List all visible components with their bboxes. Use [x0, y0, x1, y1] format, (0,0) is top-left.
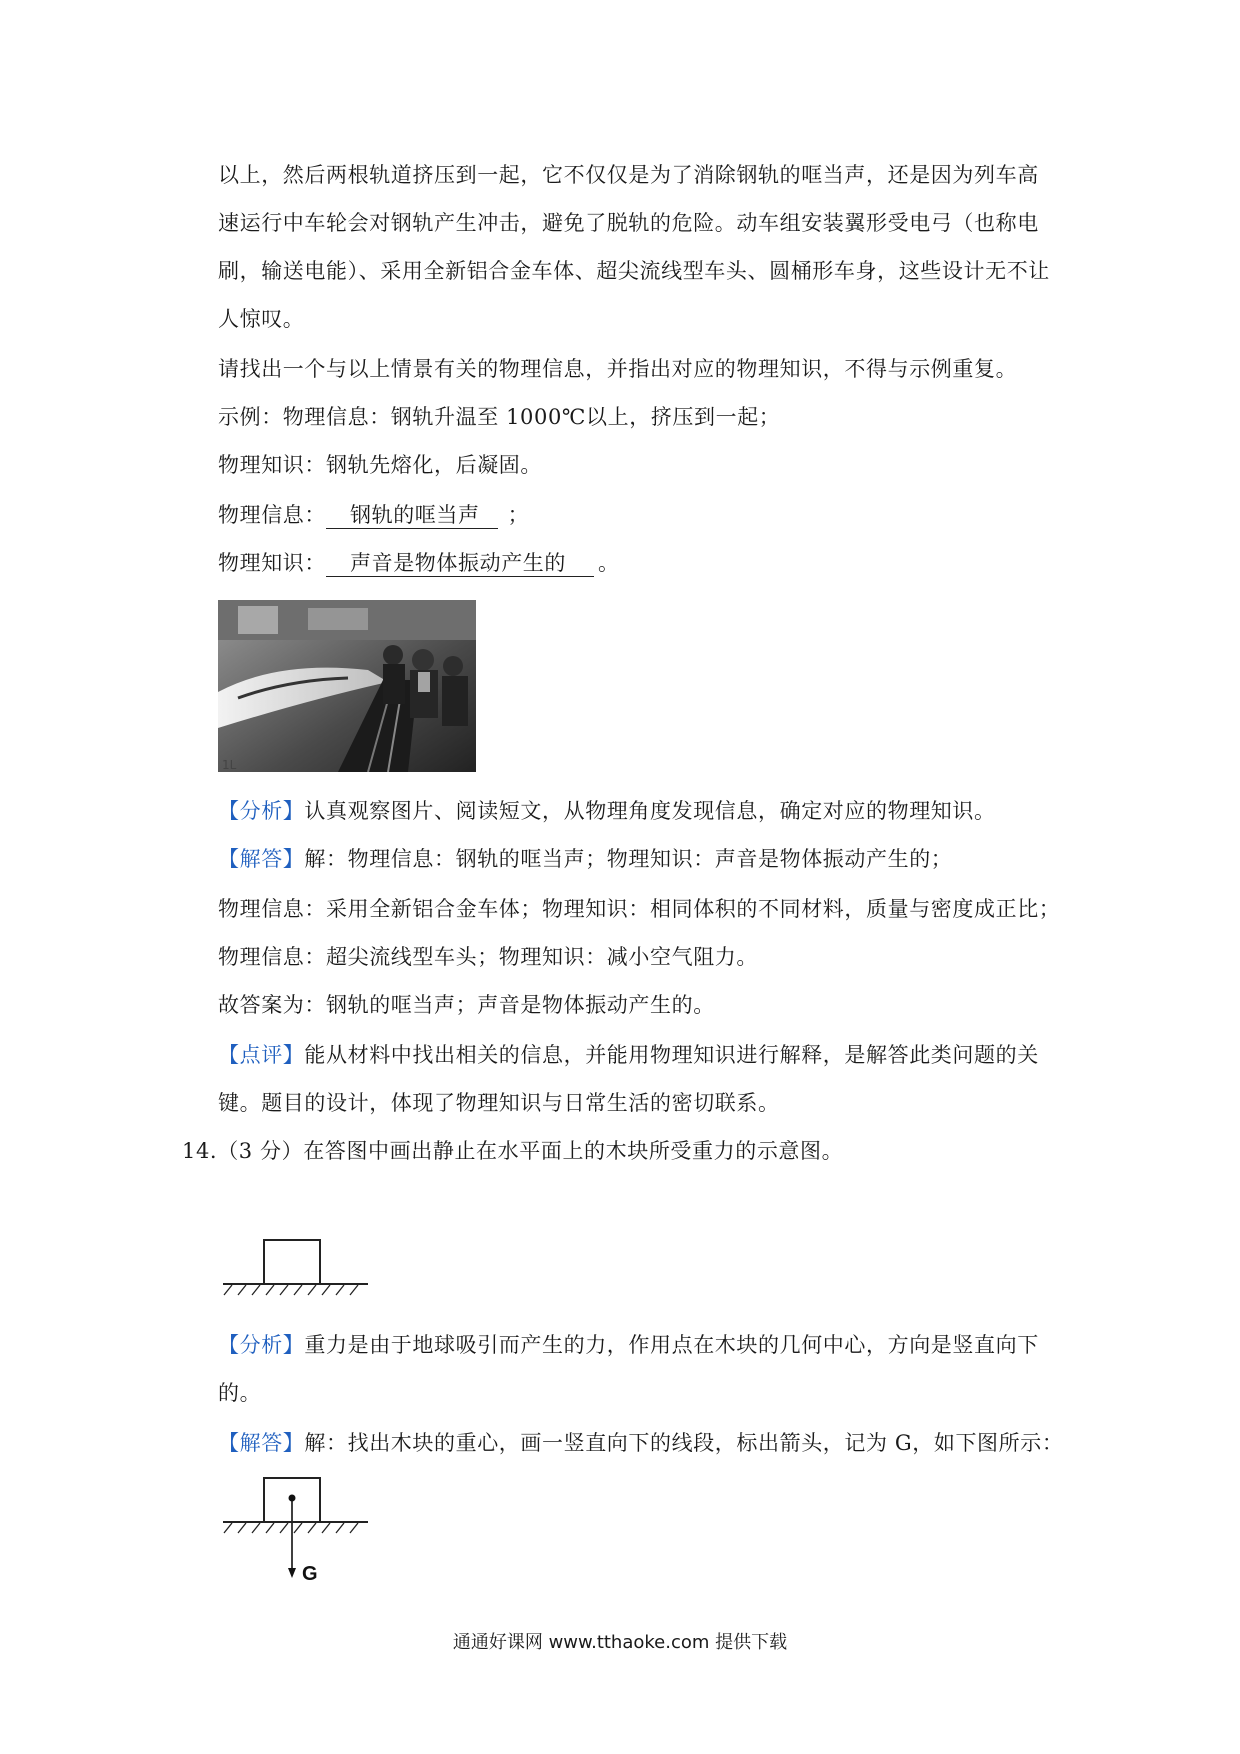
answer-knowledge-label: 物理知识：: [218, 551, 326, 575]
ground-hatching: [224, 1523, 358, 1533]
answer-knowledge-end: 。: [598, 551, 620, 575]
answer-tag: 【解答】: [218, 1431, 305, 1455]
question-number: 14.: [182, 1139, 218, 1163]
passage-line: 以上，然后两根轨道挤压到一起，它不仅仅是为了消除钢轨的哐当声，还是因为列车高: [218, 163, 1039, 187]
answer-info-blank: 钢轨的哐当声: [326, 502, 498, 529]
example-info: 示例：物理信息：钢轨升温至 1000℃以上，挤压到一起；: [218, 405, 781, 429]
answer-text: 解：找出木块的重心，画一竖直向下的线段，标出箭头，记为 G，如下图所示：: [304, 1431, 1064, 1455]
analysis-row: [218, 796, 996, 826]
analysis-text: 重力是由于地球吸引而产生的力，作用点在木块的几何中心，方向是竖直向下: [304, 1333, 1039, 1357]
answer-knowledge-blank: 声音是物体振动产生的: [326, 550, 594, 577]
answer-info-label: 物理信息：: [218, 503, 326, 527]
analysis-tag: 【分析】: [218, 799, 305, 823]
passage-line: 人惊叹。: [218, 307, 305, 331]
comment-row: [218, 1040, 1039, 1070]
answer-line: 故答案为：钢轨的哐当声；声音是物体振动产生的。: [218, 993, 715, 1017]
passage-line: 速运行中车轮会对钢轨产生冲击，避免了脱轨的危险。动车组安装翼形受电弓（也称电: [218, 211, 1039, 235]
answer-knowledge-row: [218, 548, 620, 578]
gravity-arrow-head: [288, 1568, 296, 1578]
answer-info-end: ；: [507, 503, 530, 527]
block-on-ground-diagram: [218, 1238, 368, 1298]
comment-text: 能从材料中找出相关的信息，并能用物理知识进行解释，是解答此类问题的关: [304, 1043, 1039, 1067]
answer-row: [218, 844, 952, 874]
q14-answer-row: [218, 1428, 1063, 1458]
answer-line: 物理信息：超尖流线型车头；物理知识：减小空气阻力。: [218, 945, 758, 969]
question-14-stem: [182, 1136, 843, 1166]
answer-line: 物理信息：采用全新铝合金车体；物理知识：相同体积的不同材料，质量与密度成正比；: [218, 897, 1061, 921]
question-text: （3 分）在答图中画出静止在水平面上的木块所受重力的示意图。: [217, 1139, 844, 1163]
analysis-line: 的。: [218, 1381, 262, 1405]
photo-caption: 1L: [222, 758, 237, 772]
comment-line: 键。题目的设计，体现了物理知识与日常生活的密切联系。: [218, 1091, 780, 1115]
comment-tag: 【点评】: [218, 1043, 305, 1067]
example-knowledge: 物理知识：钢轨先熔化，后凝固。: [218, 453, 542, 477]
train-photo: [218, 600, 476, 772]
ground-hatching: [224, 1285, 358, 1295]
page-footer: 通通好课网 www.tthaoke.com 提供下载: [452, 1632, 788, 1653]
analysis-tag: 【分析】: [218, 1333, 305, 1357]
passage-line: 刷，输送电能）、采用全新铝合金车体、超尖流线型车头、圆桶形车身，这些设计无不让: [218, 259, 1050, 283]
answer-info-row: [218, 500, 529, 530]
analysis-text: 认真观察图片、阅读短文，从物理角度发现信息，确定对应的物理知识。: [304, 799, 996, 823]
answer-text: 解：物理信息：钢轨的哐当声；物理知识：声音是物体振动产生的；: [304, 847, 953, 871]
task-instruction: 请找出一个与以上情景有关的物理信息，并指出对应的物理知识，不得与示例重复。: [218, 357, 1018, 381]
force-label-g: G: [302, 1563, 318, 1585]
gravity-diagram: [218, 1476, 368, 1586]
answer-tag: 【解答】: [218, 847, 305, 871]
train-photo-graphic: [218, 600, 476, 772]
q14-analysis-row: [218, 1330, 1039, 1360]
wood-block: [264, 1240, 320, 1284]
